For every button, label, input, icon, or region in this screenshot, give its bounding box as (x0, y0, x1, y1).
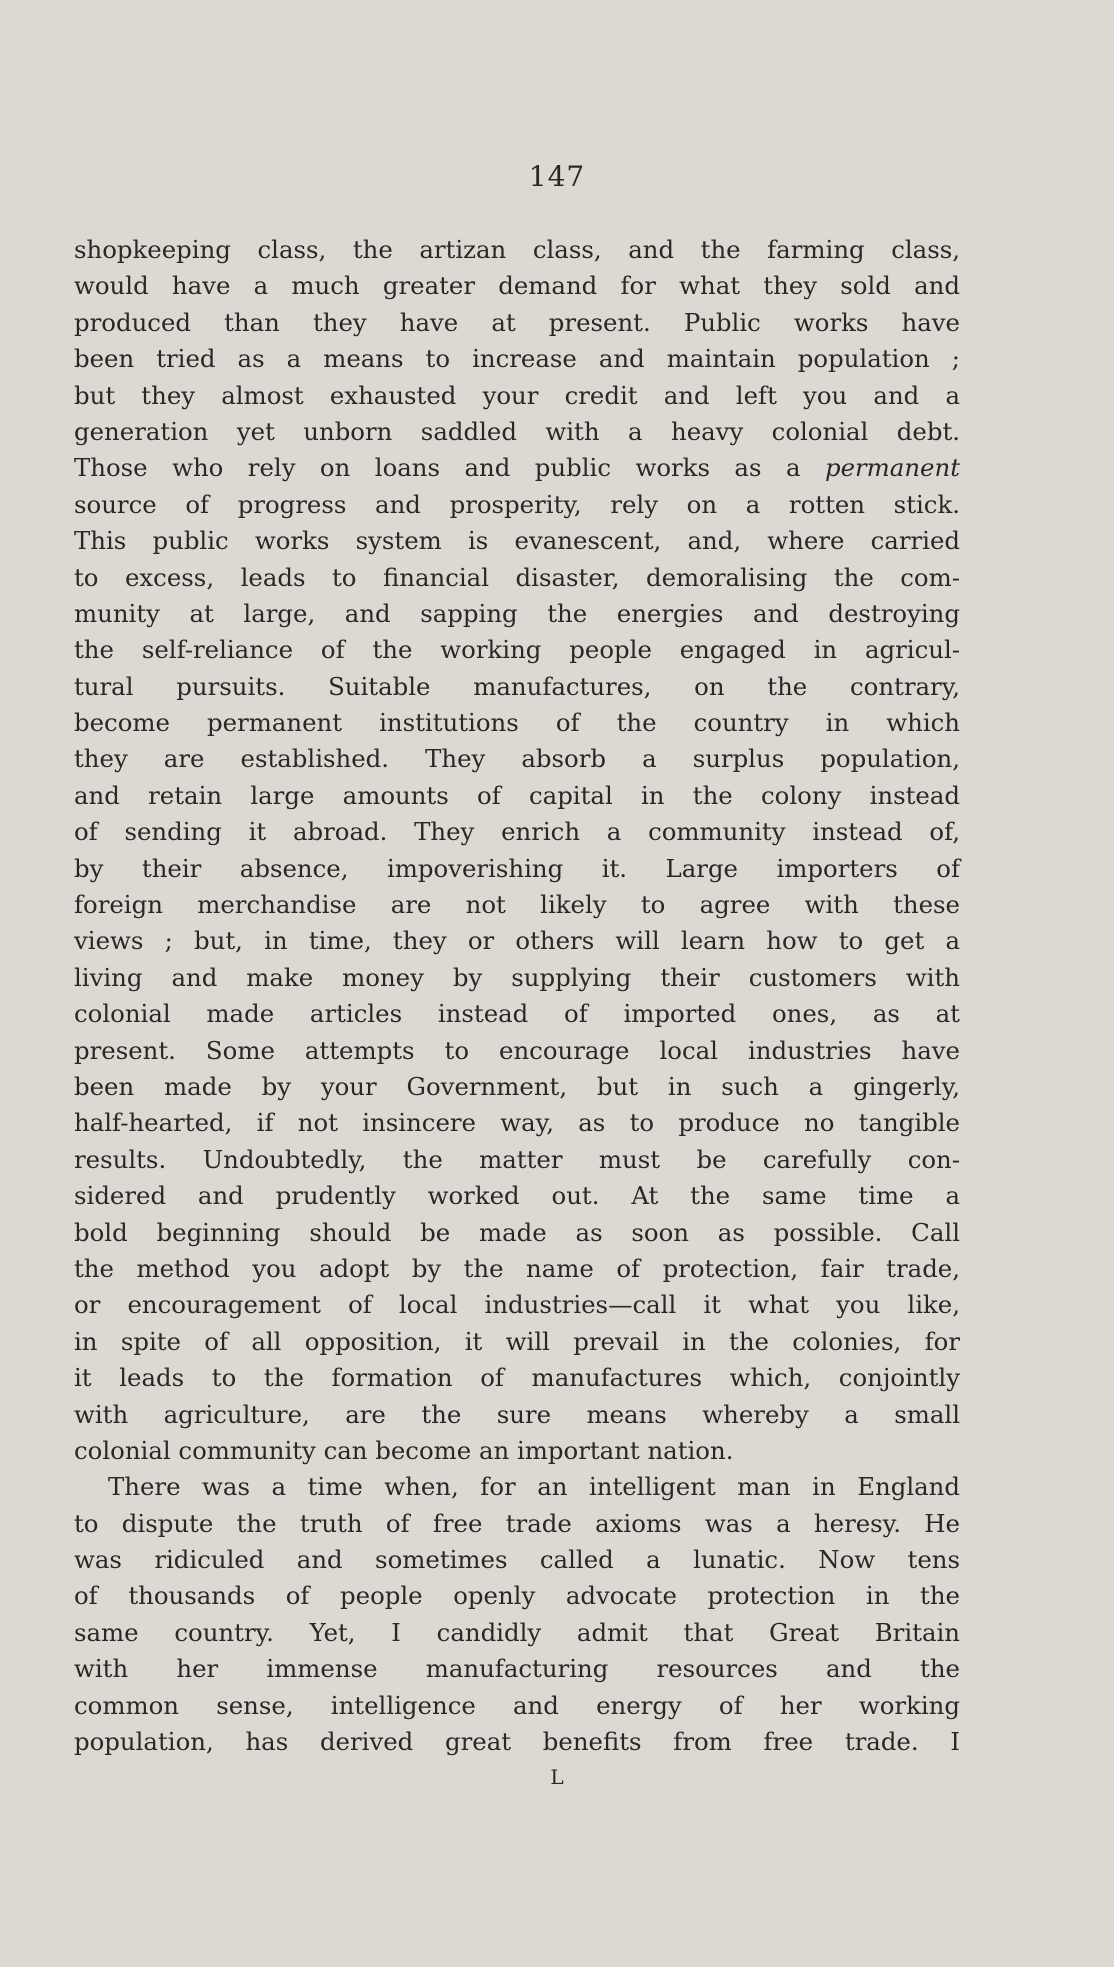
text-line: was ridiculed and sometimes called a lunatic. Now tens (74, 1545, 960, 1575)
text-line: by their absence, impoverishing it. Large importers of (74, 853, 960, 883)
text-line: foreign merchandise are not likely to agree with these (74, 890, 960, 920)
text-line: or encouragement of local industries—call it what you like, (74, 1290, 960, 1320)
body-text (74, 232, 960, 1760)
text-line: tural pursuits. Suitable manufactures, on the contrary, (74, 671, 960, 701)
text-line: the self-reliance of the working people engaged in agricul- (74, 635, 960, 665)
text-line: in spite of all opposition, it will prevail in the colonies, for (74, 1326, 960, 1356)
text-line: munity at large, and sapping the energies and destroying (74, 598, 960, 628)
text-line: colonial community can become an important nation. (74, 1435, 734, 1465)
text-line: sidered and prudently worked out. At the same time a (74, 1181, 960, 1211)
text-line: to excess, leads to financial disaster, demoralising the com- (74, 562, 960, 592)
text-line: same country. Yet, I candidly admit that Great Britain (74, 1617, 960, 1647)
paragraph-start-line: There was a time when, for an intelligent man in England (108, 1472, 960, 1502)
text-line: with agriculture, are the sure means whereby a small (74, 1399, 960, 1429)
text-line: produced than they have at present. Public works have (74, 307, 960, 337)
italic-word: permanent (824, 453, 960, 483)
text-line: and retain large amounts of capital in the colony instead (74, 780, 960, 810)
text-line: been tried as a means to increase and maintain population ; (74, 344, 960, 374)
text-line: bold beginning should be made as soon as possible. Call (74, 1217, 960, 1247)
text-line: been made by your Government, but in such a gingerly, (74, 1071, 960, 1101)
text-line: become permanent institutions of the country in which (74, 708, 960, 738)
text-line: the method you adopt by the name of protection, fair trade, (74, 1253, 960, 1283)
text-line-with-italic (74, 450, 960, 486)
text-line: of thousands of people openly advocate protection in the (74, 1581, 960, 1611)
text-line: shopkeeping class, the artizan class, and the farming class, (74, 235, 960, 264)
text-line: would have a much greater demand for what they sold and (74, 271, 960, 301)
text-line: it leads to the formation of manufactures which, conjointly (74, 1363, 960, 1393)
text-line: with her immense manufacturing resources and the (74, 1654, 960, 1684)
text-line: source of progress and prosperity, rely on a rotten stick. (74, 489, 960, 519)
text-line-start: Those who rely on loans and public works as a (74, 453, 801, 483)
text-line: population, has derived great benefits from free trade. I (74, 1727, 960, 1757)
text-line: results. Undoubtedly, the matter must be carefully con- (74, 1144, 960, 1174)
text-line: present. Some attempts to encourage local industries have (74, 1035, 960, 1065)
signature-mark: L (550, 1765, 564, 1789)
text-line: This public works system is evanescent, and, where carried (74, 526, 960, 556)
text-line: colonial made articles instead of imported ones, as at (74, 999, 960, 1029)
text-line: half-hearted, if not insincere way, as to produce no tangible (74, 1108, 960, 1138)
text-line: but they almost exhausted your credit and left you and a (74, 380, 960, 410)
text-line: of sending it abroad. They enrich a community instead of, (74, 817, 960, 847)
text-line: generation yet unborn saddled with a heavy colonial debt. (74, 416, 960, 446)
page-number: 147 (528, 160, 586, 193)
text-line: common sense, intelligence and energy of her working (74, 1690, 960, 1720)
text-line: to dispute the truth of free trade axioms was a heresy. He (74, 1508, 960, 1538)
text-line: views ; but, in time, they or others will learn how to get a (74, 926, 960, 956)
text-line: they are established. They absorb a surplus population, (74, 744, 960, 774)
text-line: living and make money by supplying their customers with (74, 962, 960, 992)
